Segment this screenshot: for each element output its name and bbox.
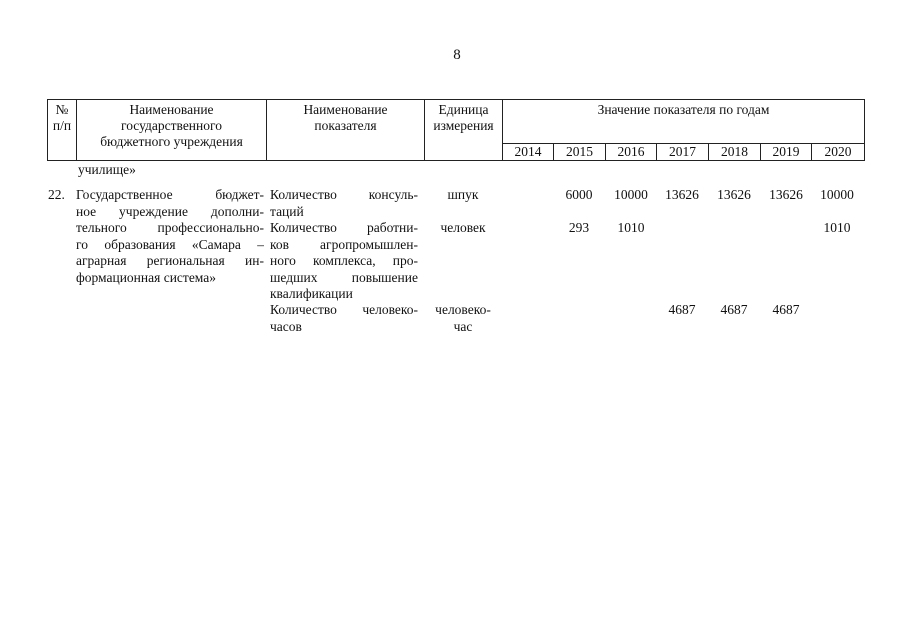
- border-right: [864, 99, 865, 161]
- header-num: № п/п: [52, 102, 72, 133]
- institution-name: Государственное бюджет- ное учреждение дополни- тельного профессионально- го образования «Самара – аграрная региональная ин- формационная система»: [76, 187, 264, 285]
- year-2020: 2020: [824, 144, 852, 159]
- value-cell: 6000: [565, 187, 593, 202]
- value-cell: 293: [568, 220, 590, 235]
- header-unit: Единица измерения: [433, 102, 494, 133]
- header-bottom-border: [47, 160, 864, 161]
- year-2018: 2018: [721, 144, 748, 159]
- value-cell: 4687: [720, 302, 748, 317]
- indicator-name: Количество консуль- таций: [270, 187, 418, 219]
- year-2015: 2015: [566, 144, 593, 159]
- value-cell: 10000: [820, 187, 854, 202]
- value-cell: 13626: [717, 187, 751, 202]
- value-cell: 13626: [665, 187, 699, 202]
- carry-over-text: училище»: [78, 162, 136, 177]
- header-top-border: [47, 99, 864, 100]
- indicator-name: Количество человеко- часов: [270, 302, 418, 334]
- value-cell: 13626: [769, 187, 803, 202]
- year-2014: 2014: [514, 144, 542, 159]
- value-cell: 4687: [772, 302, 800, 317]
- value-cell: 1010: [823, 220, 851, 235]
- indicator-unit: шпук: [447, 187, 479, 202]
- row-number: 22.: [48, 187, 65, 202]
- value-cell: 10000: [614, 187, 648, 202]
- header-institution: Наименование государственного бюджетного учреждения: [100, 102, 243, 149]
- value-cell: 1010: [617, 220, 645, 235]
- indicator-unit: человек: [440, 220, 486, 235]
- value-cell: 4687: [668, 302, 696, 317]
- year-2016: 2016: [617, 144, 645, 159]
- year-2019: 2019: [772, 144, 800, 159]
- header-values-by-year: Значение показателя по годам: [597, 102, 770, 117]
- indicator-name: Количество работни- ков агропромышлен- ного комплекса, про- шедших повышение квалификации: [270, 220, 418, 301]
- indicator-unit: человеко- час: [435, 302, 491, 334]
- header-indicator: Наименование показателя: [303, 102, 388, 133]
- page-number: 8: [453, 47, 461, 63]
- year-2017: 2017: [669, 144, 696, 159]
